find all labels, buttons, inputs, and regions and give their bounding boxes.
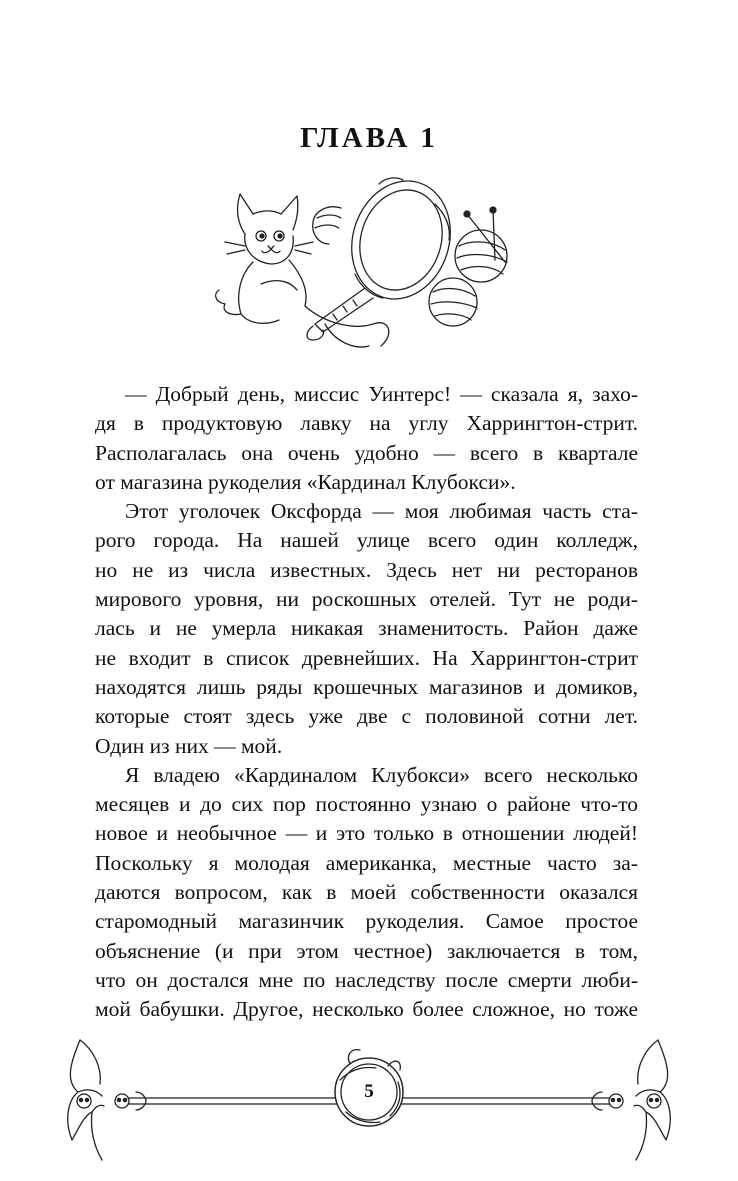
paragraph (95, 497, 638, 761)
chapter-illustration (205, 174, 537, 360)
text-line: новое и необычное — и это только в отношении людей! (95, 821, 638, 846)
text-line: старомодный магазинчик рукоделия. Самое простое (95, 909, 638, 934)
chapter-title: ГЛАВА 1 (300, 122, 438, 154)
text-line: Этот уголочек Оксфорда — моя любимая часть ста- (125, 499, 638, 524)
text-line: не входит в список древнейших. На Харрингтон-стрит (95, 645, 638, 670)
page-number: 5 (364, 1081, 374, 1102)
text-line: Поскольку я молодая американка, местные часто за- (95, 850, 638, 875)
text-line: находятся лишь ряды крошечных магазинов и домиков, (95, 674, 638, 699)
text-line: от магазина рукоделия «Кардинал Клубокси». (95, 469, 516, 494)
body-text (95, 380, 638, 1025)
text-line: мирового уровня, ни роскошных отелей. Тут не роди- (95, 587, 638, 612)
text-line: Располагалась она очень удобно — всего в квартале (95, 440, 638, 465)
text-line: Я владею «Кардиналом Клубокси» всего несколько (125, 762, 638, 787)
text-line: что он достался мне по наследству после смерти люби- (95, 967, 638, 992)
text-line: дя в продуктовую лавку на углу Харрингтон-стрит. (95, 411, 638, 436)
hand-mirror-illustration (307, 174, 465, 340)
text-line: но не из числа известных. Здесь нет ни ресторанов (95, 557, 638, 582)
text-line: которые стоят здесь уже две с половиной сотни лет. (95, 704, 638, 729)
text-line: даются вопросом, как в моей собственности оказался (95, 880, 638, 905)
paragraph (95, 380, 638, 497)
text-line: рого города. На нашей улице всего один колледж, (95, 528, 638, 553)
text-line: месяцев и до сих пор постоянно узнаю о районе что-то (95, 792, 638, 817)
text-line: мой бабушки. Другое, несколько более сложное, но тоже (95, 997, 638, 1022)
text-line: — Добрый день, миссис Уинтерс! — сказала я, захо- (125, 382, 638, 406)
yarn-balls-illustration (313, 207, 507, 326)
text-line: лась и не умерла никакая знаменитость. Район даже (95, 616, 638, 641)
text-line: Один из них — мой. (95, 733, 283, 758)
cat-illustration (216, 194, 389, 347)
paragraph (95, 761, 638, 1025)
text-line: объяснение (и при этом честное) заключается в том, (95, 938, 638, 963)
